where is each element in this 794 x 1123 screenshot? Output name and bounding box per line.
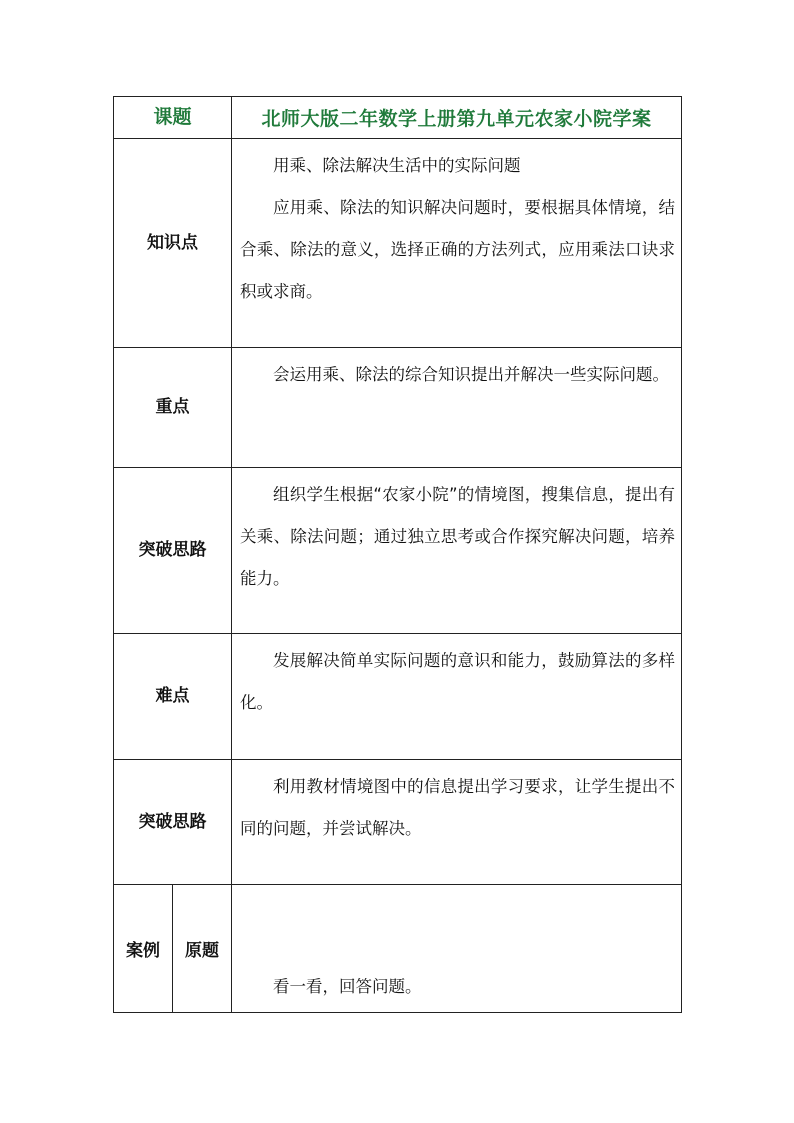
title-row — [114, 97, 682, 139]
lesson-title: 北师大版二年数学上册第九单元农家小院学案 — [232, 97, 682, 139]
knowledge-label: 知识点 — [114, 139, 232, 348]
key-point-paragraph: 会运用乘、除法的综合知识提出并解决一些实际问题。 — [273, 365, 670, 384]
knowledge-content — [232, 139, 682, 348]
case-label: 案例 — [114, 885, 173, 1013]
key-point-row — [114, 348, 682, 468]
key-point-content — [232, 348, 682, 468]
case-content — [232, 885, 682, 1013]
approach-label-2: 突破思路 — [114, 760, 232, 885]
knowledge-paragraph-1: 用乘、除法解决生活中的实际问题 — [273, 156, 521, 175]
knowledge-row — [114, 139, 682, 348]
key-point-label: 重点 — [114, 348, 232, 468]
difficulty-content — [232, 634, 682, 760]
topic-label: 课题 — [114, 97, 232, 139]
knowledge-paragraph-2: 应用乘、除法的知识解决问题时，要根据具体情境，结合乘、除法的意义，选择正确的方法列式，应用乘法口诀求积或求商。 — [240, 198, 676, 301]
case-paragraph: 看一看，回答问题。 — [273, 977, 422, 996]
difficulty-label: 难点 — [114, 634, 232, 760]
difficulty-row — [114, 634, 682, 760]
approach-row-2 — [114, 760, 682, 885]
original-problem-label: 原题 — [173, 885, 232, 1013]
approach-row-1 — [114, 468, 682, 634]
case-row — [114, 885, 682, 1013]
approach-content-2 — [232, 760, 682, 885]
difficulty-paragraph: 发展解决简单实际问题的意识和能力，鼓励算法的多样化。 — [240, 651, 676, 712]
lesson-plan-table — [113, 96, 682, 1013]
approach-paragraph-2: 利用教材情境图中的信息提出学习要求，让学生提出不同的问题，并尝试解决。 — [240, 777, 676, 838]
approach-content-1 — [232, 468, 682, 634]
approach-label-1: 突破思路 — [114, 468, 232, 634]
approach-paragraph-1: 组织学生根据“农家小院”的情境图，搜集信息，提出有关乘、除法问题；通过独立思考或合作探究解决问题，培养能力。 — [240, 485, 676, 588]
